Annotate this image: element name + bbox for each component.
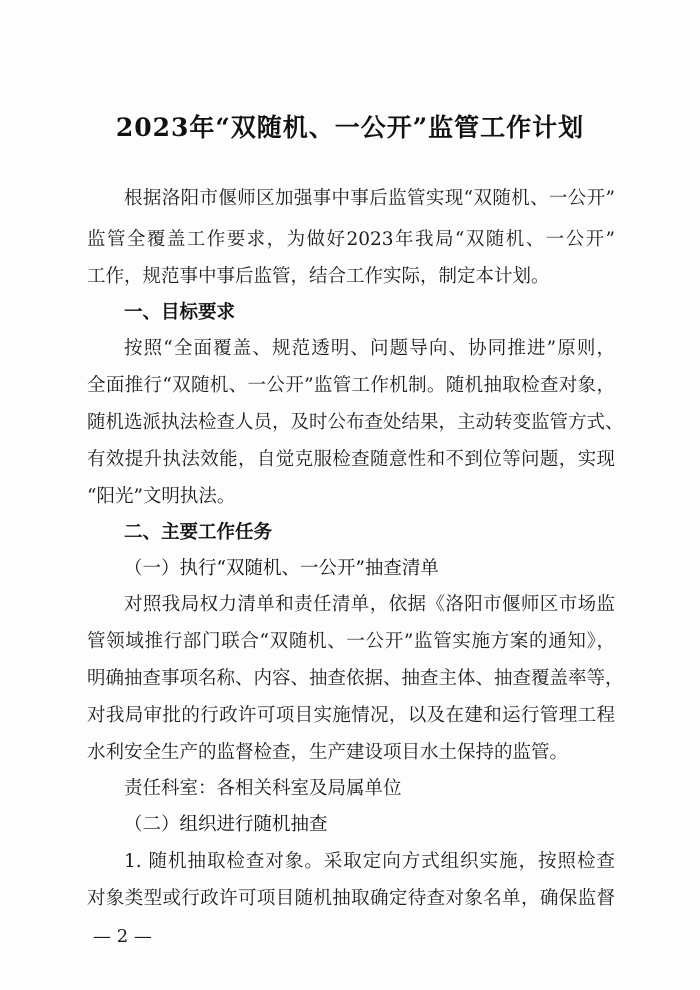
subsection-heading-1: （一）执行“双随机、一公开”抽查清单 — [124, 558, 439, 579]
task1-line-1: 对照我局权力清单和责任清单，依据《洛阳市偃师区市场监 — [124, 594, 615, 615]
goals-line-5: “阳光”文明执法。 — [87, 486, 236, 507]
task2-line-1: 1. 随机抽取检查对象。采取定向方式组织实施，按照检查 — [124, 851, 615, 872]
intro-line-1: 根据洛阳市偃师区加强事中事后监管实现“双随机、一公开” — [124, 188, 615, 209]
goals-line-2: 全面推行“双随机、一公开”监管工作机制。随机抽取检查对象， — [87, 375, 615, 396]
page-number: — 2 — — [93, 926, 152, 947]
task1-line-4: 对我局审批的行政许可项目实施情况，以及在建和运行管理工程 — [87, 705, 615, 726]
intro-line-3: 工作，规范事中事后监管，结合工作实际，制定本计划。 — [87, 266, 550, 287]
section-heading-tasks: 二、主要工作任务 — [124, 522, 273, 543]
intro-line-2: 监管全覆盖工作要求，为做好2023年我局“双随机、一公开” — [87, 229, 615, 250]
task1-line-3: 明确抽查事项名称、内容、抽查依据、抽查主体、抽查覆盖率等， — [87, 668, 624, 689]
goals-line-3: 随机选派执法检查人员，及时公布查处结果，主动转变监管方式、 — [87, 412, 624, 433]
document-title: 2023年“双随机、一公开”监管工作计划 — [115, 113, 585, 142]
task1-line-5: 水利安全生产的监督检查，生产建设项目水土保持的监管。 — [87, 742, 569, 763]
subsection-heading-2: （二）组织进行随机抽查 — [124, 814, 328, 835]
responsibility-line: 责任科室：各相关科室及局属单位 — [124, 778, 402, 799]
goals-line-1: 按照“全面覆盖、规范透明、问题导向、协同推进”原则， — [124, 338, 615, 359]
section-heading-goals: 一、目标要求 — [124, 302, 236, 323]
task2-line-2: 对象类型或行政许可项目随机抽取确定待查对象名单，确保监督 — [87, 888, 615, 909]
goals-line-4: 有效提升执法效能，自觉克服检查随意性和不到位等问题，实现 — [87, 449, 615, 470]
task1-line-2: 管领域推行部门联合“双随机、一公开”监管实施方案的通知》， — [87, 631, 615, 652]
